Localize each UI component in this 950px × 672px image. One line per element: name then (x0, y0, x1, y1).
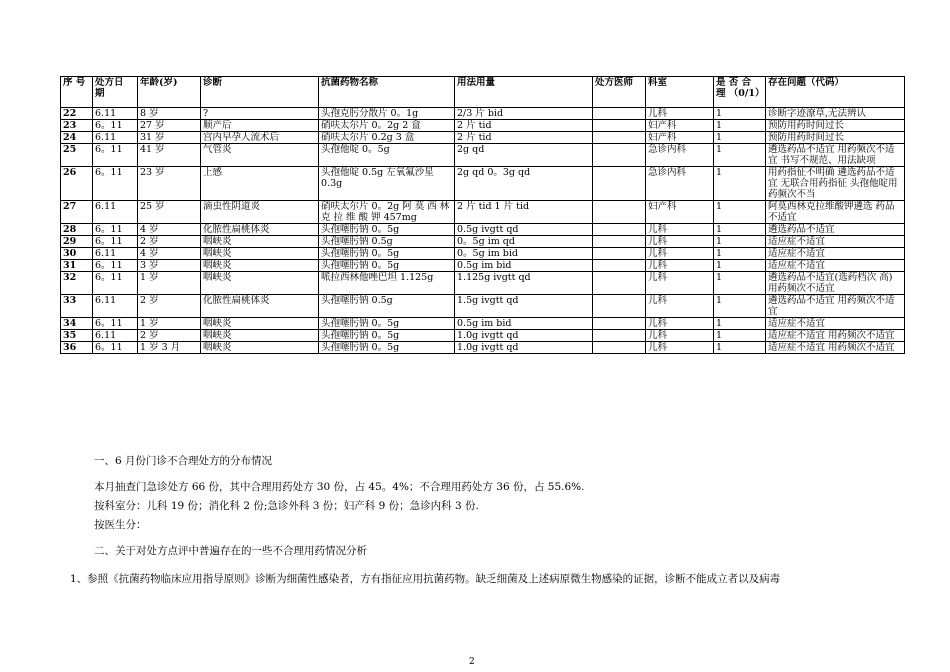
table-row (61, 236, 905, 248)
cell-index: 28 (61, 224, 93, 236)
cell-reasonable: 1 (714, 342, 766, 354)
cell-age: 1 岁 (138, 318, 201, 330)
cell-age: 2 岁 (138, 295, 201, 318)
cell-date: 6。11 (93, 342, 138, 354)
cell-issue: 预防用药时间过长 (766, 120, 905, 132)
analysis-paragraph-1: 1、参照《抗菌药物临床应用指导原则》诊断为细菌性感染者，方有指征应用抗菌药物。缺乏细菌及上述病原微生物感染的证据，诊断不能成立者以及病毒 (70, 573, 781, 585)
cell-diagnosis: 气管炎 (201, 144, 319, 167)
table-row (61, 224, 905, 236)
cell-date: 6.11 (93, 132, 138, 144)
cell-issue: 适应症不适宜 (766, 248, 905, 260)
table-header-row (61, 77, 905, 108)
cell-drug: 头孢噻肟钠 0。5g (319, 248, 455, 260)
cell-drug: 硝呋太尔片 0。2g 2 盒 (319, 120, 455, 132)
cell-department: 儿科 (646, 295, 714, 318)
cell-department: 儿科 (646, 108, 714, 120)
cell-age: 31 岁 (138, 132, 201, 144)
cell-reasonable: 1 (714, 144, 766, 167)
cell-issue: 适应症不适宜 用药频次不适宜 (766, 330, 905, 342)
summary-paragraph-totals: 本月抽查门急诊处方 66 份，其中合理用药处方 30 份，占 45。4%；不合理用药处方 36 份，占 55.6%. (94, 481, 585, 493)
table-row (61, 120, 905, 132)
header-issue: 存在问题（代码） (766, 77, 905, 108)
cell-doctor (593, 342, 646, 354)
cell-issue: 适应症不适宜 (766, 236, 905, 248)
cell-age: 4 岁 (138, 224, 201, 236)
table-row (61, 248, 905, 260)
prescription-review-table (60, 76, 905, 354)
header-diagnosis: 诊断 (201, 77, 319, 108)
cell-usage: 1.0g ivgtt qd (455, 330, 593, 342)
cell-age: 1 岁 (138, 272, 201, 295)
cell-diagnosis: 咽峡炎 (201, 330, 319, 342)
table-row (61, 260, 905, 272)
cell-doctor (593, 132, 646, 144)
cell-index: 30 (61, 248, 93, 260)
cell-drug: 头孢噻肟钠 0.5g (319, 295, 455, 318)
cell-index: 32 (61, 272, 93, 295)
cell-index: 27 (61, 201, 93, 224)
cell-date: 6。11 (93, 236, 138, 248)
cell-department: 儿科 (646, 318, 714, 330)
cell-drug: 头孢克肟分散片 0。1g (319, 108, 455, 120)
cell-age: 23 岁 (138, 167, 201, 201)
cell-diagnosis: 化脓性扁桃体炎 (201, 224, 319, 236)
table-row (61, 201, 905, 224)
cell-usage: 0.5g im bid (455, 260, 593, 272)
cell-department: 儿科 (646, 330, 714, 342)
cell-usage: 2 片 tid (455, 132, 593, 144)
cell-drug: 头孢他啶 0。5g (319, 144, 455, 167)
cell-reasonable: 1 (714, 330, 766, 342)
table-row (61, 144, 905, 167)
table-row (61, 132, 905, 144)
cell-date: 6。11 (93, 224, 138, 236)
table-row (61, 295, 905, 318)
table-row (61, 272, 905, 295)
cell-reasonable: 1 (714, 272, 766, 295)
cell-reasonable: 1 (714, 236, 766, 248)
cell-date: 6。11 (93, 144, 138, 167)
cell-usage: 1.125g ivgtt qd (455, 272, 593, 295)
cell-diagnosis: 咽峡炎 (201, 272, 319, 295)
cell-department: 急诊内科 (646, 144, 714, 167)
cell-age: 3 岁 (138, 260, 201, 272)
cell-usage: 2/3 片 bid (455, 108, 593, 120)
cell-doctor (593, 236, 646, 248)
cell-index: 35 (61, 330, 93, 342)
cell-doctor (593, 201, 646, 224)
cell-doctor (593, 248, 646, 260)
table-row (61, 330, 905, 342)
cell-issue: 阿莫西林克拉维酸钾遴选 药品不适宜 (766, 201, 905, 224)
cell-issue: 诊断字迹潦草,无法辨认 (766, 108, 905, 120)
cell-usage: 0。5g im qd (455, 236, 593, 248)
cell-date: 6.11 (93, 248, 138, 260)
cell-diagnosis: 化脓性扁桃体炎 (201, 295, 319, 318)
cell-diagnosis: 滴虫性阴道炎 (201, 201, 319, 224)
summary-paragraph-by-department: 按科室分：儿科 19 份；消化科 2 份;急诊外科 3 份；妇产科 9 份；急诊内科 3 份. (94, 500, 479, 512)
cell-index: 31 (61, 260, 93, 272)
cell-doctor (593, 260, 646, 272)
cell-usage: 2 片 tid (455, 120, 593, 132)
cell-reasonable: 1 (714, 260, 766, 272)
cell-issue: 预防用药时间过长 (766, 132, 905, 144)
cell-drug: 头孢噻肟钠 0。5g (319, 318, 455, 330)
cell-department: 妇产科 (646, 120, 714, 132)
cell-doctor (593, 318, 646, 330)
cell-index: 29 (61, 236, 93, 248)
table-row (61, 342, 905, 354)
cell-drug: 头孢噻肟钠 0。5g (319, 342, 455, 354)
cell-index: 36 (61, 342, 93, 354)
cell-usage: 1.0g ivgtt qd (455, 342, 593, 354)
cell-usage: 2g qd 0。3g qd (455, 167, 593, 201)
cell-reasonable: 1 (714, 120, 766, 132)
cell-reasonable: 1 (714, 201, 766, 224)
cell-usage: 0.5g ivgtt qd (455, 224, 593, 236)
cell-date: 6.11 (93, 330, 138, 342)
cell-reasonable: 1 (714, 224, 766, 236)
cell-department: 儿科 (646, 342, 714, 354)
cell-diagnosis: 宫内早孕人流术后 (201, 132, 319, 144)
cell-doctor (593, 108, 646, 120)
cell-drug: 头孢噻肟钠 0。5g (319, 330, 455, 342)
header-doctor: 处方医师 (593, 77, 646, 108)
cell-doctor (593, 295, 646, 318)
cell-diagnosis: ? (201, 108, 319, 120)
cell-index: 34 (61, 318, 93, 330)
cell-reasonable: 1 (714, 167, 766, 201)
cell-usage: 2 片 tid 1 片 tid (455, 201, 593, 224)
header-date: 处方日 期 (93, 77, 138, 108)
cell-issue: 遴选药品不适宜 (766, 224, 905, 236)
cell-drug: 硝呋太尔片 0。2g 阿 莫 西 林 克 拉 维 酸 钾 457mg (319, 201, 455, 224)
cell-index: 23 (61, 120, 93, 132)
cell-usage: 2g qd (455, 144, 593, 167)
summary-paragraph-by-doctor: 按医生分： (94, 519, 147, 531)
cell-date: 6。11 (93, 318, 138, 330)
cell-diagnosis: 咽峡炎 (201, 318, 319, 330)
cell-doctor (593, 120, 646, 132)
cell-doctor (593, 330, 646, 342)
section-heading-distribution: 一、6 月份门诊不合理处方的分布情况 (94, 455, 273, 467)
cell-reasonable: 1 (714, 295, 766, 318)
cell-usage: 0.5g im bid (455, 318, 593, 330)
cell-drug: 哌拉西林他唑巴坦 1.125g (319, 272, 455, 295)
header-index: 序 号 (61, 77, 93, 108)
cell-department: 妇产科 (646, 201, 714, 224)
cell-issue: 遴选药品不适宜 用药频次不适宜 书写不规范、用法缺项 (766, 144, 905, 167)
cell-date: 6。11 (93, 120, 138, 132)
cell-usage: 1.5g ivgtt qd (455, 295, 593, 318)
cell-issue: 适应症不适宜 (766, 318, 905, 330)
cell-age: 27 岁 (138, 120, 201, 132)
cell-age: 4 岁 (138, 248, 201, 260)
header-drug: 抗菌药物名称 (319, 77, 455, 108)
cell-reasonable: 1 (714, 132, 766, 144)
cell-index: 33 (61, 295, 93, 318)
cell-issue: 遴选药品不适宜 用药频次不适宜 (766, 295, 905, 318)
cell-index: 26 (61, 167, 93, 201)
cell-date: 6。11 (93, 167, 138, 201)
cell-usage: 0。5g im bid (455, 248, 593, 260)
cell-diagnosis: 顺产后 (201, 120, 319, 132)
cell-age: 1 岁 3 月 (138, 342, 201, 354)
cell-age: 41 岁 (138, 144, 201, 167)
cell-date: 6.11 (93, 201, 138, 224)
cell-department: 儿科 (646, 260, 714, 272)
cell-date: 6。11 (93, 272, 138, 295)
cell-drug: 头孢噻肟钠 0。5g (319, 260, 455, 272)
cell-doctor (593, 167, 646, 201)
cell-diagnosis: 咽峡炎 (201, 342, 319, 354)
section-heading-analysis: 二、关于对处方点评中普遍存在的一些不合理用药情况分析 (94, 545, 367, 557)
cell-index: 22 (61, 108, 93, 120)
header-department: 科室 (646, 77, 714, 108)
cell-date: 6.11 (93, 108, 138, 120)
table-row (61, 318, 905, 330)
cell-date: 6.11 (93, 295, 138, 318)
cell-issue: 用药指征不明确 遴选药品不适宜 无联合用药指征 头孢他啶用药频次不当 (766, 167, 905, 201)
page-number: 2 (469, 657, 475, 667)
cell-age: 25 岁 (138, 201, 201, 224)
cell-drug: 头孢噻肟钠 0。5g (319, 224, 455, 236)
cell-department: 儿科 (646, 248, 714, 260)
cell-date: 6。11 (93, 260, 138, 272)
cell-issue: 适应症不适宜 用药频次不适宜 (766, 342, 905, 354)
cell-reasonable: 1 (714, 108, 766, 120)
cell-reasonable: 1 (714, 318, 766, 330)
cell-department: 儿科 (646, 272, 714, 295)
cell-doctor (593, 272, 646, 295)
header-usage: 用法用量 (455, 77, 593, 108)
header-age: 年龄(岁) (138, 77, 201, 108)
cell-diagnosis: 咽峡炎 (201, 248, 319, 260)
header-reasonable: 是 否 合 理 （0/1） (714, 77, 766, 108)
cell-issue: 适应症不适宜 (766, 260, 905, 272)
table-row (61, 108, 905, 120)
cell-drug: 硝呋太尔片 0.2g 3 盒 (319, 132, 455, 144)
cell-diagnosis: 上感 (201, 167, 319, 201)
cell-doctor (593, 144, 646, 167)
cell-age: 2 岁 (138, 236, 201, 248)
cell-reasonable: 1 (714, 248, 766, 260)
cell-drug: 头孢噻肟钠 0.5g (319, 236, 455, 248)
cell-age: 2 岁 (138, 330, 201, 342)
table-body (61, 108, 905, 354)
cell-department: 妇产科 (646, 132, 714, 144)
cell-doctor (593, 224, 646, 236)
cell-issue: 遴选药品不适宜(选药档次 高) 用药频次不适宜 (766, 272, 905, 295)
cell-department: 儿科 (646, 224, 714, 236)
table-row (61, 167, 905, 201)
cell-department: 急诊内科 (646, 167, 714, 201)
cell-diagnosis: 咽峡炎 (201, 236, 319, 248)
cell-index: 25 (61, 144, 93, 167)
cell-diagnosis: 咽峡炎 (201, 260, 319, 272)
cell-drug: 头孢他啶 0.5g 左氧氟沙星 0.3g (319, 167, 455, 201)
cell-age: 8 岁 (138, 108, 201, 120)
cell-index: 24 (61, 132, 93, 144)
cell-department: 儿科 (646, 236, 714, 248)
